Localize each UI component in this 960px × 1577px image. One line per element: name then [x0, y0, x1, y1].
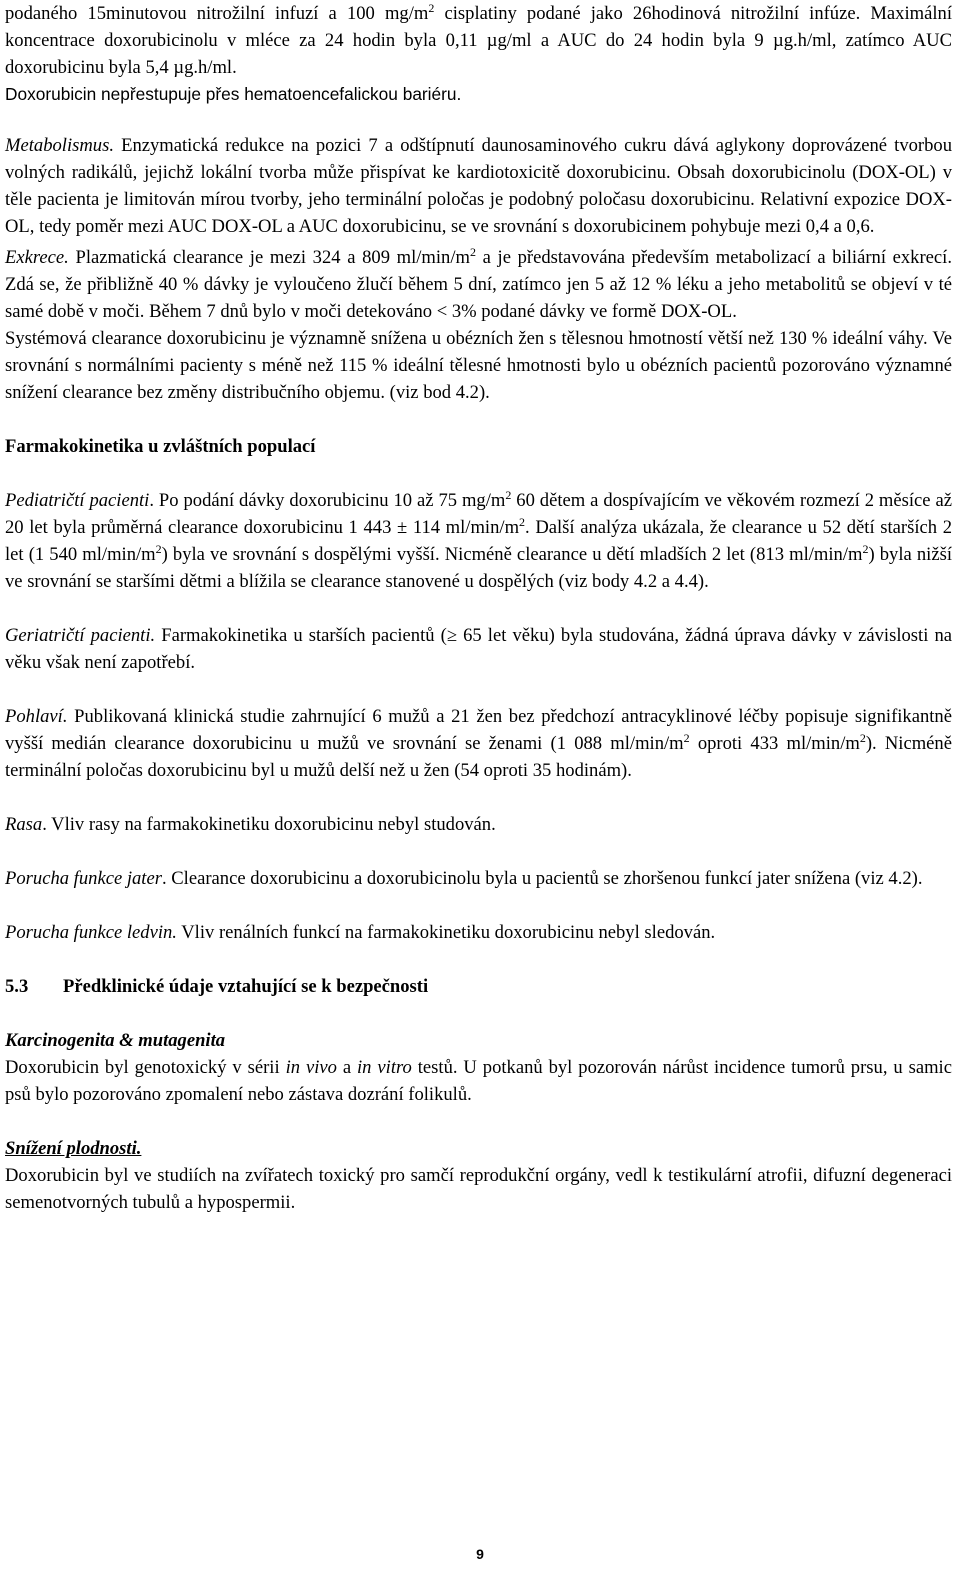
geriatric-text: Farmakokinetika u starších pacientů (≥ 65 let věku) byla studována, žádná úprava dávky v závislosti na věku však není zapotřebí. — [5, 625, 952, 673]
superscript: 2 — [683, 731, 690, 745]
section-title: Předklinické údaje vztahující se k bezpečnosti — [63, 976, 429, 997]
text-run: in vitro — [357, 1057, 412, 1078]
pediatric-paragraph — [5, 487, 952, 595]
superscript: 2 — [862, 542, 869, 556]
excretion-paragraph — [5, 244, 952, 325]
document-page — [5, 0, 952, 1216]
text-run: ) byla nižší ve srovnání se staršími dětmi a blížila se clearance stanovené u dospělých (viz body 4.2 a 4.4). — [5, 544, 952, 592]
fertility-paragraph: Doxorubicin byl ve studiích na zvířatech toxický pro samčí reprodukční orgány, vedl k testikulární atrofii, difuzní degeneraci semenotvorných tubulů a hypospermii. — [5, 1165, 952, 1213]
page-number: 9 — [476, 1546, 484, 1562]
text-run: a — [336, 1057, 358, 1078]
pediatric-label: Pediatričtí pacienti — [5, 490, 150, 511]
liver-paragraph — [5, 865, 952, 892]
superscript: 2 — [155, 542, 162, 556]
race-text: . Vliv rasy na farmakokinetiku doxorubicinu nebyl studován. — [42, 814, 496, 835]
text-run: oproti 433 ml/min/m — [689, 733, 860, 754]
superscript: 2 — [859, 731, 866, 745]
text-run: . Po podání dávky doxorubicinu 10 až 75 mg/m — [149, 490, 506, 511]
metabolism-paragraph — [5, 132, 952, 240]
text-run: 60 dětem a dospívajícím ve věkovém rozmezí 2 měsíce až 20 let byla průměrná clearance doxorubicinu 1 443 ± 114 ml/min/m — [5, 490, 952, 538]
special-populations-heading: Farmakokinetika u zvláštních populací — [5, 436, 316, 457]
superscript: 2 — [519, 515, 526, 529]
geriatric-label: Geriatričtí pacienti. — [5, 625, 156, 646]
text-run: Doxorubicin nepřestupuje přes hematoencefalickou bariéru. — [5, 84, 462, 104]
excretion-label: Exkrece. — [5, 247, 69, 268]
race-paragraph — [5, 811, 952, 838]
distribution-paragraph — [5, 0, 952, 108]
kidney-paragraph — [5, 919, 952, 946]
carcinogenicity-paragraph — [5, 1054, 952, 1108]
text-run: a je představována především metabolizací a biliární exkrecí. Zdá se, že přibližně 40 % dávky je vyloučeno žlučí během 5 dní, zatímco jen 5 až 12 % léku a jeho metabolitů se objeví v té samé době v moči. Během 7 dnů bylo v moči detekováno < 3% podané dávky ve formě DOX-OL. — [5, 247, 952, 322]
metabolism-text: Enzymatická redukce na pozici 7 a odštípnutí daunosaminového cukru dává aglykony doprovázené tvorbou volných radikálů, jejichž lokální tvorba může přispívat ke kardiotoxicitě doxorubicinu. Obsah doxorubicinolu (DOX-OL) v těle pacienta je limitován mírou tvorby, jeho terminální poločas je podobný poločasu doxorubicinu. Relativní expozice DOX-OL, tedy poměr mezi AUC DOX-OL a AUC doxorubicinu, se ve srovnání s doxorubicinem pohybuje mezi 0,4 a 0,6. — [5, 135, 952, 237]
text-run: ) byla ve srovnání s dospělými vyšší. Nicméně clearance u dětí mladších 2 let (813 ml/min/m — [161, 544, 863, 565]
sex-label: Pohlaví. — [5, 706, 68, 727]
metabolism-label: Metabolismus. — [5, 135, 114, 156]
fertility-heading: Snížení plodnosti. — [5, 1138, 142, 1159]
text-run: ). Nicméně terminální poločas doxorubicinu byl u mužů delší než u žen (54 oproti 35 hodinám). — [5, 733, 952, 781]
liver-text: . Clearance doxorubicinu a doxorubicinolu byla u pacientů se zhoršenou funkcí jater snížena (viz 4.2). — [161, 868, 923, 889]
systemic-clearance-paragraph: Systémová clearance doxorubicinu je významně snížena u obézních žen s tělesnou hmotností větší než 130 % ideální váhy. Ve srovnání s normálními pacienty s méně než 115 % ideální tělesné hmotnosti bylo u obézních pacientů pozorováno významné snížení clearance bez změny distribučního objemu. (viz bod 4.2). — [5, 328, 952, 403]
sex-paragraph — [5, 703, 952, 784]
text-run: Publikovaná klinická studie zahrnující 6 mužů a 21 žen bez předchozí antracyklinové léčby popisuje signifikantně vyšší medián clearance doxorubicinu u mužů ve srovnání se ženami (1 088 ml/min/m — [5, 706, 952, 754]
superscript: 2 — [505, 488, 512, 502]
text-run: Plazmatická clearance je mezi 324 a 809 ml/min/m — [68, 247, 470, 268]
race-label: Rasa — [5, 814, 43, 835]
text-run: cisplatiny podané jako 26hodinová nitrožilní infúze. Maximální koncentrace doxorubicinolu v mléce za 24 hodin byla 0,11 µg/ml a AUC do 24 hodin byla 9 µg.h/ml, zatímco AUC doxorubicinu byla 5,4 µg.h/ml. — [5, 3, 952, 78]
section-heading — [5, 973, 952, 1000]
carcinogenicity-heading: Karcinogenita & mutagenita — [5, 1030, 226, 1051]
superscript: 2 — [470, 245, 476, 259]
text-run: Doxorubicin byl genotoxický v sérii — [5, 1057, 286, 1078]
kidney-text: Vliv renálních funkcí na farmakokinetiku doxorubicinu nebyl sledován. — [176, 922, 716, 943]
kidney-label: Porucha funkce ledvin. — [5, 922, 177, 943]
section-number: 5.3 — [5, 976, 29, 997]
text-run: testů. U potkanů byl pozorován nárůst incidence tumorů prsu, u samic psů bylo pozorováno zpomalení nebo zástava dozrání folikulů. — [5, 1057, 952, 1105]
text-run: . Další analýza ukázala, že clearance u 52 dětí starších 2 let (1 540 ml/min/m — [5, 517, 952, 565]
superscript: 2 — [428, 1, 435, 15]
liver-label: Porucha funkce jater — [5, 868, 162, 889]
geriatric-paragraph — [5, 622, 952, 676]
text-run: podaného 15minutovou nitrožilní infuzí a 100 mg/m — [5, 3, 429, 24]
text-run: in vivo — [285, 1057, 337, 1078]
